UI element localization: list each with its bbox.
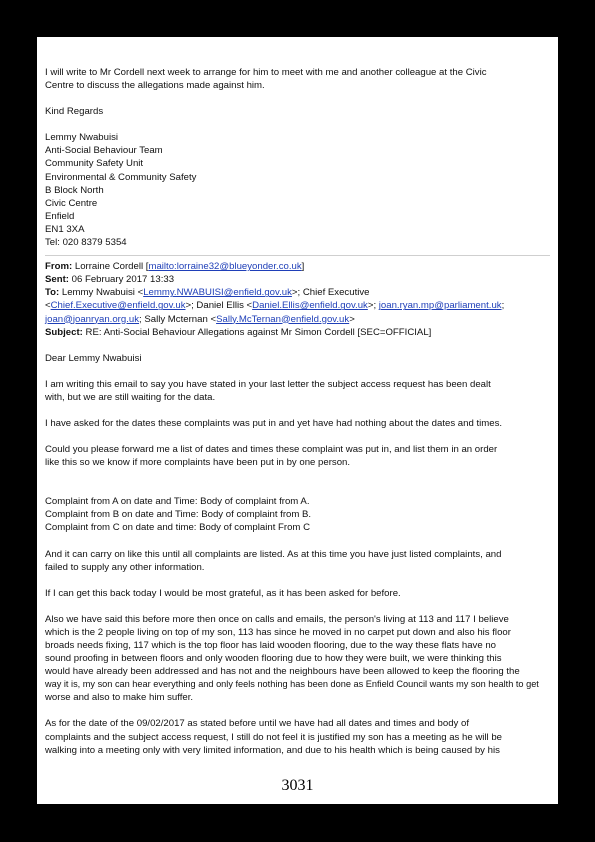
intro-line-1: I will write to Mr Cordell next week to arrange for him to meet with me and another colleague at the Civic [45, 67, 487, 78]
to-email-link[interactable]: Sally.McTernan@enfield.gov.uk [216, 313, 350, 325]
paragraph-line: And it can carry on like this until all complaints are listed. As at this time you have just listed complaints, and [45, 548, 502, 560]
paragraph-line: walking into a meeting only with very limited information, and due to his health which is being caused by his [45, 744, 500, 756]
signature-line: Enfield [45, 210, 75, 222]
paragraph-line: As for the date of the 09/02/2017 as stated before until we have had all dates and times and body of [45, 718, 470, 730]
intro-line-2: Centre to discuss the allegations made against him. [45, 80, 265, 92]
to-email-link[interactable]: Daniel.Ellis@enfield.gov.uk [252, 300, 368, 312]
paragraph-line: broads needs fixing, 117 which is the top floor has laid wooden flooring, due to the way these flats have no [45, 640, 497, 651]
signature-block [45, 131, 550, 249]
to-email-link[interactable]: Lemmy.NWABUISI@enfield.gov.uk [143, 287, 292, 299]
email-header [45, 260, 550, 339]
paragraph-line: Could you please forward me a list of dates and times these complaint was put in, and list them in an order [45, 444, 498, 456]
page-number: 3031 [281, 777, 314, 794]
complaint-line: Complaint from C on date and time: Body of complaint From C [45, 522, 311, 534]
paragraph-line: sound proofing in between floors and only wooden flooring due to how they were built, we were thinking this [45, 653, 502, 665]
paragraph-line: way it is, my son can hear everything and only feels nothing has been done as Enfield Council wants my son health to get [45, 679, 539, 690]
signature-line: Civic Centre [45, 197, 98, 209]
subject-row: Subject: RE: Anti-Social Behaviour Allegations against Mr Simon Cordell [SEC=OFFICIAL] [45, 326, 432, 338]
paragraph-line: like this so we know if more complaints have been put in by one person. [45, 457, 351, 469]
paragraph-line: worse and also to make him suffer. [45, 692, 194, 704]
paragraph-line: which is the 2 people living on top of my son, 113 has since he moved in no carpet put down and also his floor [45, 626, 511, 638]
closing-regards: Kind Regards [45, 106, 104, 118]
paragraph-line: would have already been addressed and has not and the neighbours have been allowed to keep the flooring the [45, 666, 520, 678]
header-divider [45, 255, 550, 256]
to-email-link[interactable]: Chief.Executive@enfield.gov.uk [50, 300, 186, 312]
to-row-cont: joan@joanryan.org.uk; Sally Mcternan <Sally.McTernan@enfield.gov.uk> [45, 313, 355, 325]
to-row: To: Lemmy Nwabuisi <Lemmy.NWABUISI@enfield.gov.uk>; Chief Executive [45, 287, 370, 299]
paragraph-line: I am writing this email to say you have stated in your last letter the subject access request has been dealt [45, 378, 491, 390]
signature-line: Anti-Social Behaviour Team [45, 145, 163, 157]
from-row: From: Lorraine Cordell [mailto:lorraine32@blueyonder.co.uk] [45, 261, 305, 273]
paragraph-line: If I can get this back today I would be most grateful, as it has been asked for before. [45, 587, 401, 599]
from-email-link[interactable]: mailto:lorraine32@blueyonder.co.uk [148, 261, 302, 273]
greeting: Dear Lemmy Nwabuisi [45, 352, 142, 364]
signature-line: Tel: 020 8379 5354 [45, 237, 127, 249]
signature-line: EN1 3XA [45, 223, 85, 235]
to-email-link[interactable]: joan@joanryan.org.uk [45, 313, 140, 325]
signature-line: Lemmy Nwabuisi [45, 132, 119, 144]
paragraph-line: Also we have said this before more then once on calls and emails, the person's living at 113 and 117 I believe [45, 613, 509, 625]
signature-line: Environmental & Community Safety [45, 171, 197, 183]
document-page [37, 37, 558, 804]
to-row-cont: <Chief.Executive@enfield.gov.uk>; Daniel Ellis <Daniel.Ellis@enfield.gov.uk>; joan.ryan.mp@parliament.uk; [45, 300, 505, 312]
paragraph-line: complaints and the subject access request, I still do not feel it is justified my son has a meeting as he will be [45, 731, 503, 743]
paragraph-line: with, but we are still waiting for the data. [45, 391, 216, 403]
sent-row: Sent: 06 February 2017 13:33 [45, 274, 175, 286]
paragraph-line: I have asked for the dates these complaints was put in and yet have had nothing about the dates and times. [45, 417, 503, 429]
to-email-link[interactable]: joan.ryan.mp@parliament.uk [378, 300, 502, 312]
signature-line: B Block North [45, 184, 104, 196]
paragraph-line: failed to supply any other information. [45, 561, 205, 573]
complaint-line: Complaint from B on date and Time: Body of complaint from B. [45, 509, 312, 521]
email-body [45, 66, 550, 757]
signature-line: Community Safety Unit [45, 158, 144, 170]
complaint-line: Complaint from A on date and Time: Body of complaint from A. [45, 496, 310, 508]
